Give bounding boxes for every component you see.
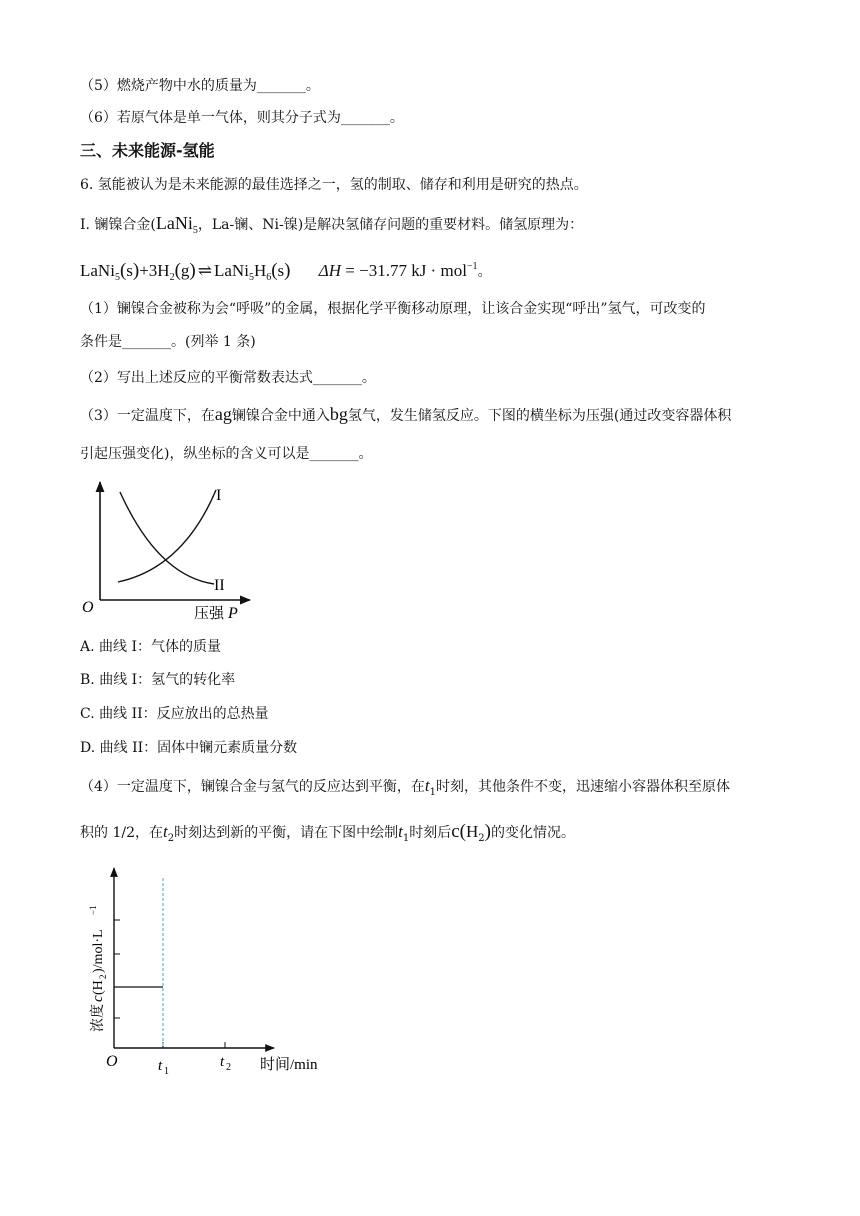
storage-equation: $LaNi_5(s)+3H_2(g)$ ⇌ $LaNi_5H_6(s) \Delta H = -31.77$ kJ · mol$^{-1}$。: [80, 260, 492, 283]
t1-label: [158, 1058, 169, 1077]
sub-question-2: （2）写出上述反应的平衡常数表达式_______。: [80, 370, 376, 386]
option-b[interactable]: B. 曲线 I：氢气的转化率: [80, 672, 236, 688]
lani5-formula: LaNi$_5$: [155, 213, 198, 236]
sub-question-3-line2: 引起压强变化)，纵坐标的含义可以是_______。: [80, 446, 373, 462]
svg-text:浓度: 浓度: [91, 1004, 106, 1032]
sub-question-3-line1: （3）一定温度下，在ag镧镍合金中通入bg氢气，发生储氢反应。下图的横坐标为压强(通过改变容器体积: [80, 404, 732, 424]
t2-label: [220, 1054, 231, 1073]
option-c[interactable]: C. 曲线 II：反应放出的总热量: [80, 706, 269, 722]
svg-text:c: c: [90, 995, 106, 1002]
part-i-text: [80, 213, 583, 241]
curve-ii-label: II: [214, 577, 225, 594]
origin-label: O: [106, 1053, 118, 1070]
enthalpy-value: = −31.77 kJ · mol: [341, 261, 467, 280]
enthalpy-label: ΔH: [318, 261, 342, 280]
curve-i-label: I: [216, 487, 222, 504]
svg-text:)/mol·L: )/mol·L: [91, 929, 106, 973]
pressure-graph: [78, 476, 258, 621]
sub-question-1-line1: （1）镧镍合金被称为会“呼吸”的金属，根据化学平衡移动原理，让该合金实现“呼出”氢气，可改变的: [80, 301, 706, 317]
svg-text:2: 2: [98, 974, 108, 979]
question-6: （6）若原气体是单一气体，则其分子式为_______。: [80, 110, 404, 126]
origin-label: O: [82, 599, 94, 616]
question-intro: 6. 氢能被认为是未来能源的最佳选择之一，氢的制取、储存和利用是研究的热点。: [80, 177, 588, 193]
option-d[interactable]: D. 曲线 II：固体中镧元素质量分数: [80, 740, 298, 756]
part-i-prefix: I. 镧镍合金(: [80, 217, 156, 233]
sub-question-1-line2: 条件是_______。(列举 1 条): [80, 334, 256, 350]
svg-text:−1: −1: [88, 905, 98, 915]
curve-i: [118, 490, 216, 582]
x-axis-var: P: [228, 605, 238, 621]
svg-text:t: t: [220, 1054, 225, 1070]
x-axis-label: 时间/min: [260, 1057, 318, 1073]
svg-text:2: 2: [226, 1062, 231, 1073]
section-title: 三、未来能源-氢能: [80, 141, 215, 160]
sub-question-4-line1: （4）一定温度下，镧镍合金与氢气的反应达到平衡，在$t_1$时刻，其他条件不变，迅速缩小容器体积至原体: [80, 776, 731, 798]
question-5: （5）燃烧产物中水的质量为_______。: [80, 78, 320, 94]
concentration-time-graph: [80, 856, 350, 1081]
svg-text:t: t: [158, 1058, 163, 1074]
equilibrium-arrow: ⇌: [197, 261, 212, 280]
sub-question-4-line2: 积的 1/2，在$t_2$时刻达到新的平衡，请在下图中绘制$t_1$时刻后$c(H_2)$的变化情况。: [80, 821, 575, 844]
curve-ii: [120, 492, 214, 584]
y-axis-label: [88, 905, 108, 1032]
part-i-suffix: ，La-镧、Ni-镍)是解决氢储存问题的重要材料。储氢原理为：: [197, 217, 584, 233]
option-a[interactable]: A. 曲线 I：气体的质量: [80, 639, 221, 655]
x-axis-label: 压强: [194, 606, 225, 621]
svg-text:(H: (H: [91, 980, 106, 995]
svg-text:1: 1: [164, 1066, 169, 1077]
